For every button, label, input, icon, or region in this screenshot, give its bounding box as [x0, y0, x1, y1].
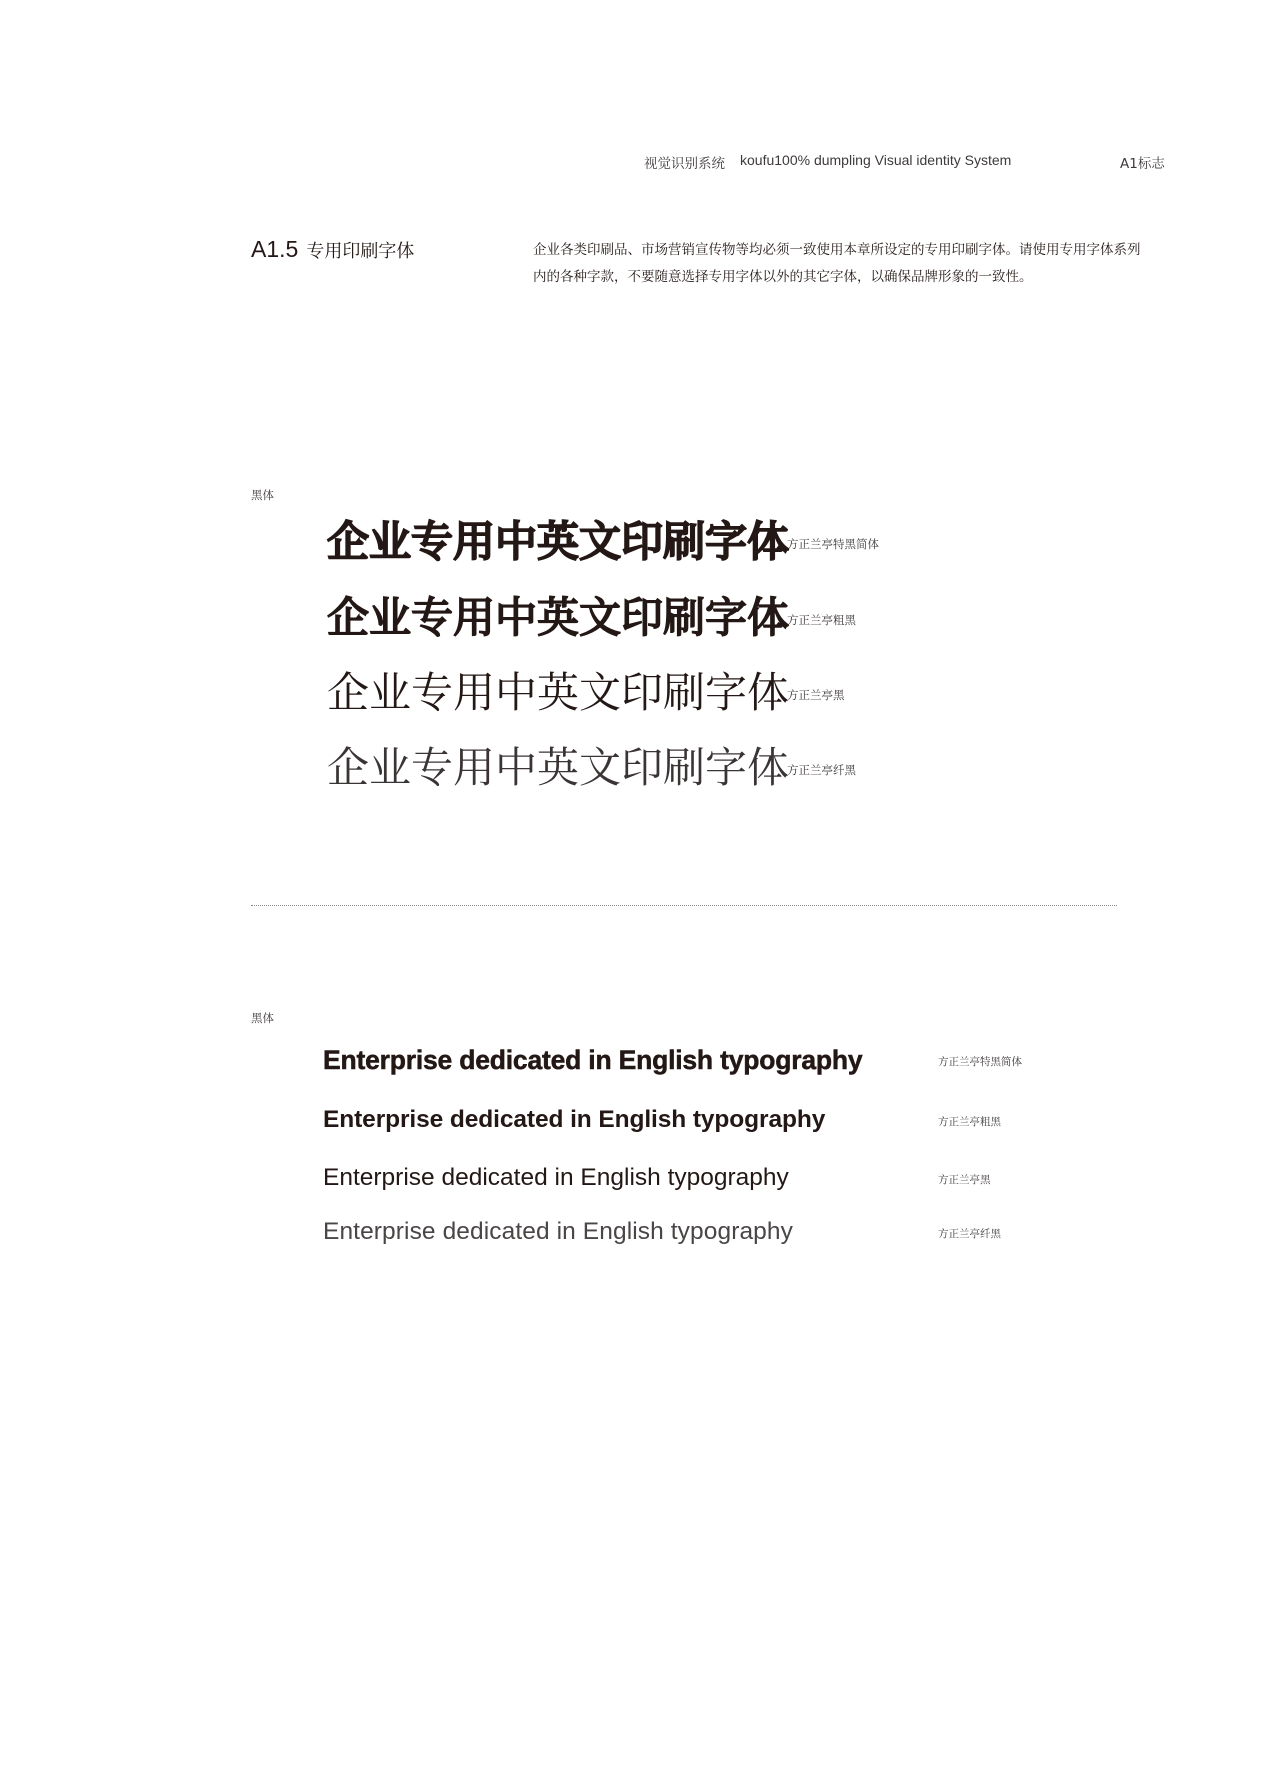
section-title: 专用印刷字体	[306, 241, 415, 262]
font-name-label: 方正兰亭粗黑	[938, 1116, 1001, 1128]
intro-line: 企业各类印刷品、市场营销宣传物等均必须一致使用本章所设定的专用印刷字体。请使用专用字体系列	[533, 242, 1141, 258]
page-header	[0, 152, 1280, 172]
english-sample-text: Enterprise dedicated in English typography	[323, 1218, 793, 1245]
chinese-sample-text: 企业专用中英文印刷字体	[327, 593, 790, 642]
english-sample-row	[323, 1212, 1123, 1252]
system-title-en: koufu100% dumpling Visual identity System	[740, 152, 1012, 168]
chinese-group-label: 黑体	[251, 488, 274, 502]
chinese-sample-text: 企业专用中英文印刷字体	[327, 743, 790, 792]
chinese-sample-text: 企业专用中英文印刷字体	[327, 668, 790, 717]
english-sample-row	[323, 1100, 1123, 1140]
font-name-label: 方正兰亭特黑简体	[938, 1056, 1022, 1068]
english-sample-text: Enterprise dedicated in English typography	[323, 1164, 789, 1191]
intro-line: 内的各种字款，不要随意选择专用字体以外的其它字体，以确保品牌形象的一致性。	[533, 269, 1033, 285]
section-number: A1.5	[251, 236, 299, 262]
english-sample-text: Enterprise dedicated in English typography	[323, 1106, 826, 1133]
section-heading	[251, 236, 414, 263]
chinese-sample-text: 企业专用中英文印刷字体	[327, 517, 790, 566]
font-name-label: 方正兰亭纤黑	[938, 1228, 1001, 1240]
section-intro	[533, 237, 1153, 291]
font-name-label: 方正兰亭黑	[938, 1174, 991, 1186]
section-divider	[251, 905, 1117, 906]
english-group-label: 黑体	[251, 1011, 274, 1025]
font-name-label: 方正兰亭粗黑	[787, 613, 856, 627]
font-name-label: 方正兰亭黑	[787, 688, 845, 702]
font-name-label: 方正兰亭特黑简体	[787, 537, 879, 551]
chinese-sample-row	[327, 663, 1027, 723]
chapter-label: A1标志	[1120, 156, 1165, 172]
english-sample-text: Enterprise dedicated in English typography	[323, 1045, 863, 1075]
chinese-sample-row	[327, 512, 1027, 572]
chinese-sample-row	[327, 588, 1027, 648]
system-title-cn: 视觉识别系统	[644, 156, 725, 172]
chinese-sample-row	[327, 738, 1027, 798]
english-sample-row	[323, 1158, 1123, 1198]
english-sample-row	[323, 1040, 1123, 1080]
font-name-label: 方正兰亭纤黑	[787, 763, 856, 777]
